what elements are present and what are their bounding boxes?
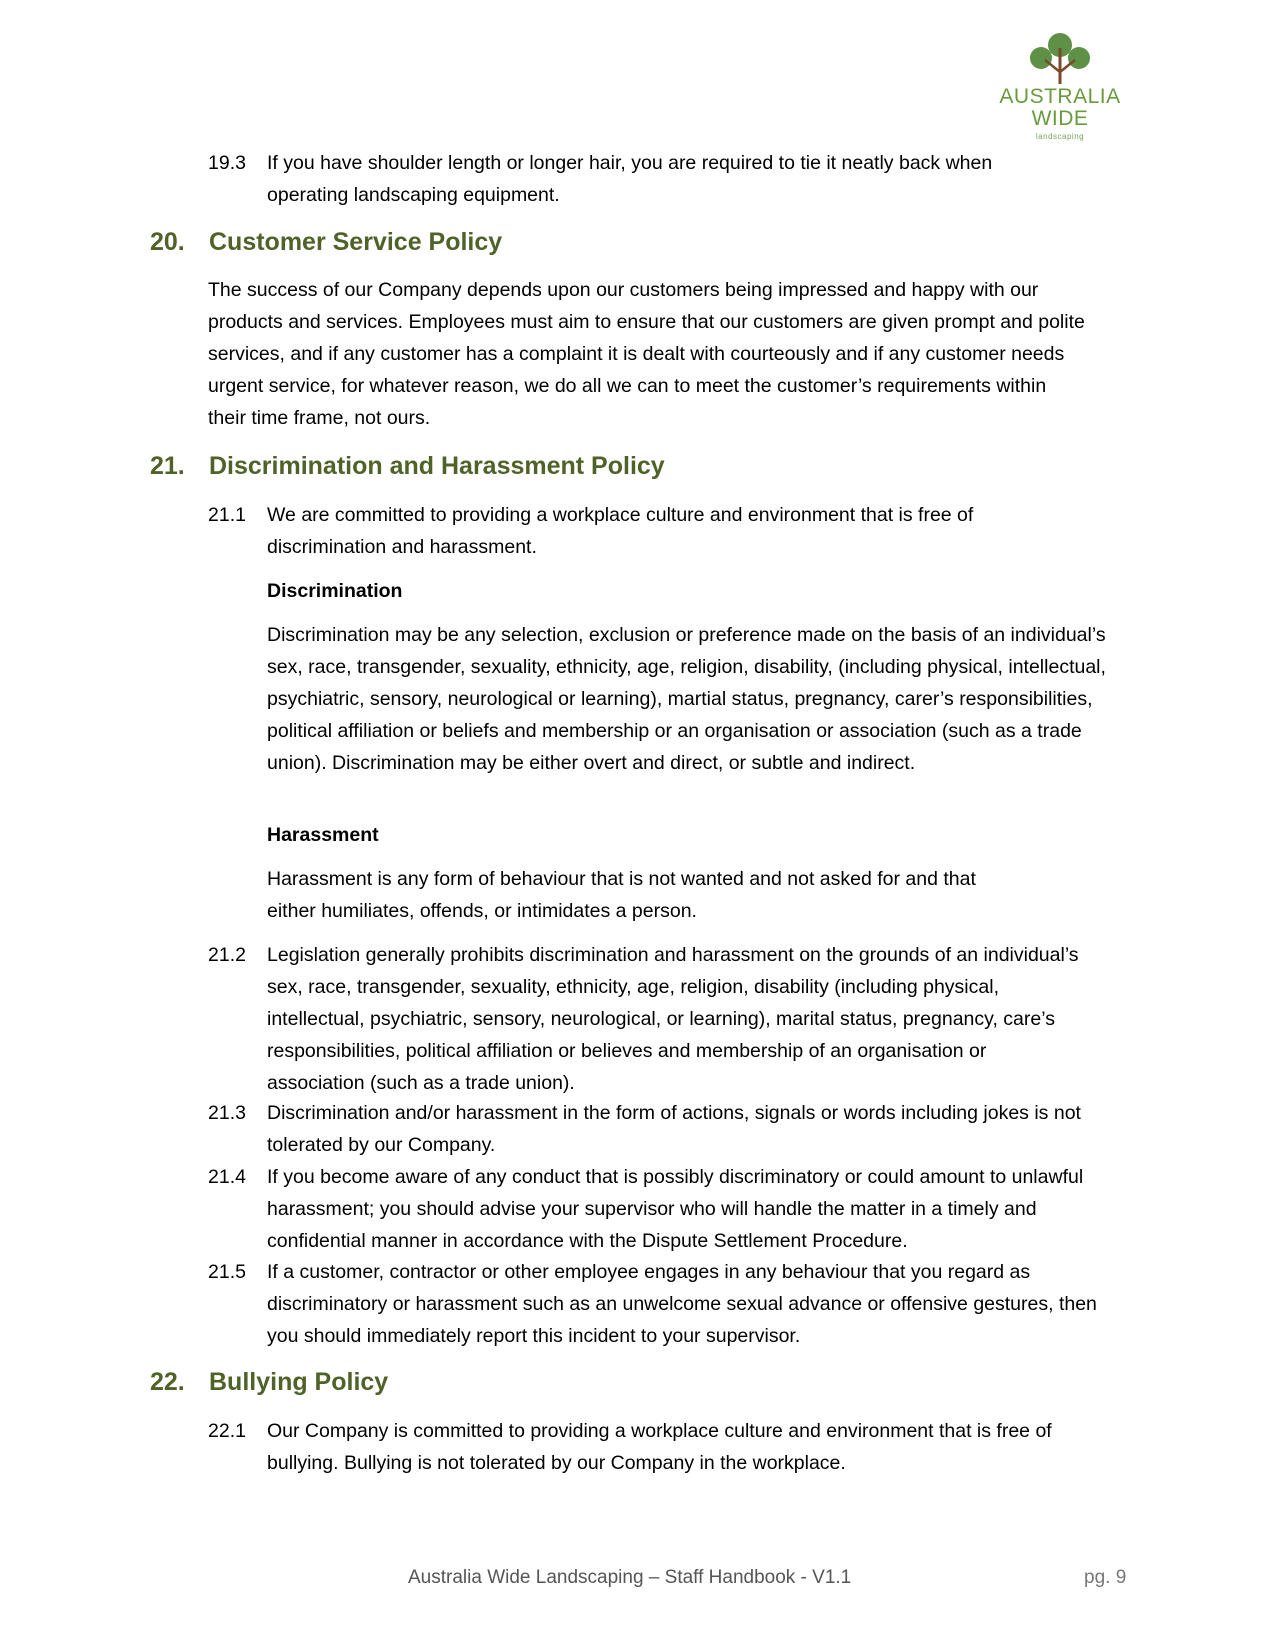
- harassment-subheading: Harassment: [267, 824, 379, 846]
- clause-text: If you become aware of any conduct that is possibly discriminatory or could amount to unlawful harassment; you should advise your supervisor who will handle the matter in a timely and confidential manner in accordance with the Dispute Settlement Procedure.: [267, 1166, 1084, 1252]
- clause-text: We are committed to providing a workplace culture and environment that is free of discrimination and harassment.: [267, 504, 974, 558]
- section-title: Customer Service Policy: [209, 228, 503, 256]
- clause-22-1: [208, 1415, 1128, 1479]
- clause-21-1: [208, 499, 1128, 563]
- section-heading-22: [150, 1366, 388, 1398]
- discrimination-paragraph: Discrimination may be any selection, exclusion or preference made on the basis of an individual’s sex, race, transgender, sexuality, ethnicity, age, religion, disability, (including physical, intellectual, psychiatric, sensory, neurological or learning), martial status, pregnancy, carer’s responsibilities, political affiliation or beliefs and membership or an organisation or association (such as a trade union). Discrimination may be either overt and direct, or subtle and indirect.: [267, 624, 1106, 774]
- clause-text: If a customer, contractor or other employee engages in any behaviour that you regard as discriminatory or harassment such as an unwelcome sexual advance or offensive gestures, then you should immediately report this incident to your supervisor.: [267, 1261, 1097, 1347]
- harassment-paragraph: Harassment is any form of behaviour that is not wanted and not asked for and that either humiliates, offends, or intimidates a person.: [267, 868, 976, 922]
- clause-number: 21.1: [208, 504, 246, 526]
- section-title: Bullying Policy: [209, 1368, 389, 1396]
- clause-21-3: [208, 1097, 1128, 1161]
- page-number: pg. 9: [1084, 1567, 1127, 1588]
- section-number: 21.: [150, 452, 185, 480]
- section-number: 22.: [150, 1368, 185, 1396]
- clause-number: 21.5: [208, 1261, 246, 1283]
- logo-line1: AUSTRALIA: [999, 85, 1121, 108]
- clause-number: 21.4: [208, 1166, 246, 1188]
- tree-logo-icon: [1025, 28, 1095, 86]
- clause-text: Legislation generally prohibits discrimination and harassment on the grounds of an individual’s sex, race, transgender, sexuality, ethnicity, age, religion, disability (including physical, intellectual, psychiatric, sensory, neurological, or learning), marital status, pregnancy, care’s responsibilities, political affiliation or believes and membership of an organisation or association (such as a trade union).: [267, 944, 1079, 1094]
- customer-service-paragraph: The success of our Company depends upon our customers being impressed and happy with our products and services. Employees must aim to ensure that our customers are given prompt and polite services, and if any customer has a complaint it is dealt with courteously and if any customer needs urgent service, for whatever reason, we do all we can to meet the customer’s requirements within their time frame, not ours.: [208, 279, 1085, 429]
- logo-line2: WIDE: [1031, 107, 1089, 130]
- section-heading-21: [150, 450, 665, 482]
- clause-number: 21.2: [208, 944, 246, 966]
- clause-number: 22.1: [208, 1420, 246, 1442]
- section-heading-20: [150, 226, 502, 258]
- logo-subtitle: landscaping: [1035, 132, 1085, 141]
- clause-21-5: [208, 1256, 1128, 1352]
- discrimination-subheading: Discrimination: [267, 580, 403, 602]
- footer-title: Australia Wide Landscaping – Staff Handbook - V1.1: [408, 1567, 852, 1588]
- clause-text: Our Company is committed to providing a workplace culture and environment that is free of bullying. Bullying is not tolerated by our Company in the workplace.: [267, 1420, 1052, 1474]
- section-title: Discrimination and Harassment Policy: [209, 452, 665, 480]
- clause-21-4: [208, 1161, 1128, 1257]
- clause-number: 21.3: [208, 1102, 246, 1124]
- section-number: 20.: [150, 228, 185, 256]
- clause-text: Discrimination and/or harassment in the form of actions, signals or words including jokes is not tolerated by our Company.: [267, 1102, 1081, 1156]
- clause-21-2: [208, 939, 1128, 1099]
- clause-text: If you have shoulder length or longer hair, you are required to tie it neatly back when operating landscaping equipment.: [267, 152, 993, 206]
- clause-19-3: [208, 147, 1128, 211]
- clause-number: 19.3: [208, 152, 246, 174]
